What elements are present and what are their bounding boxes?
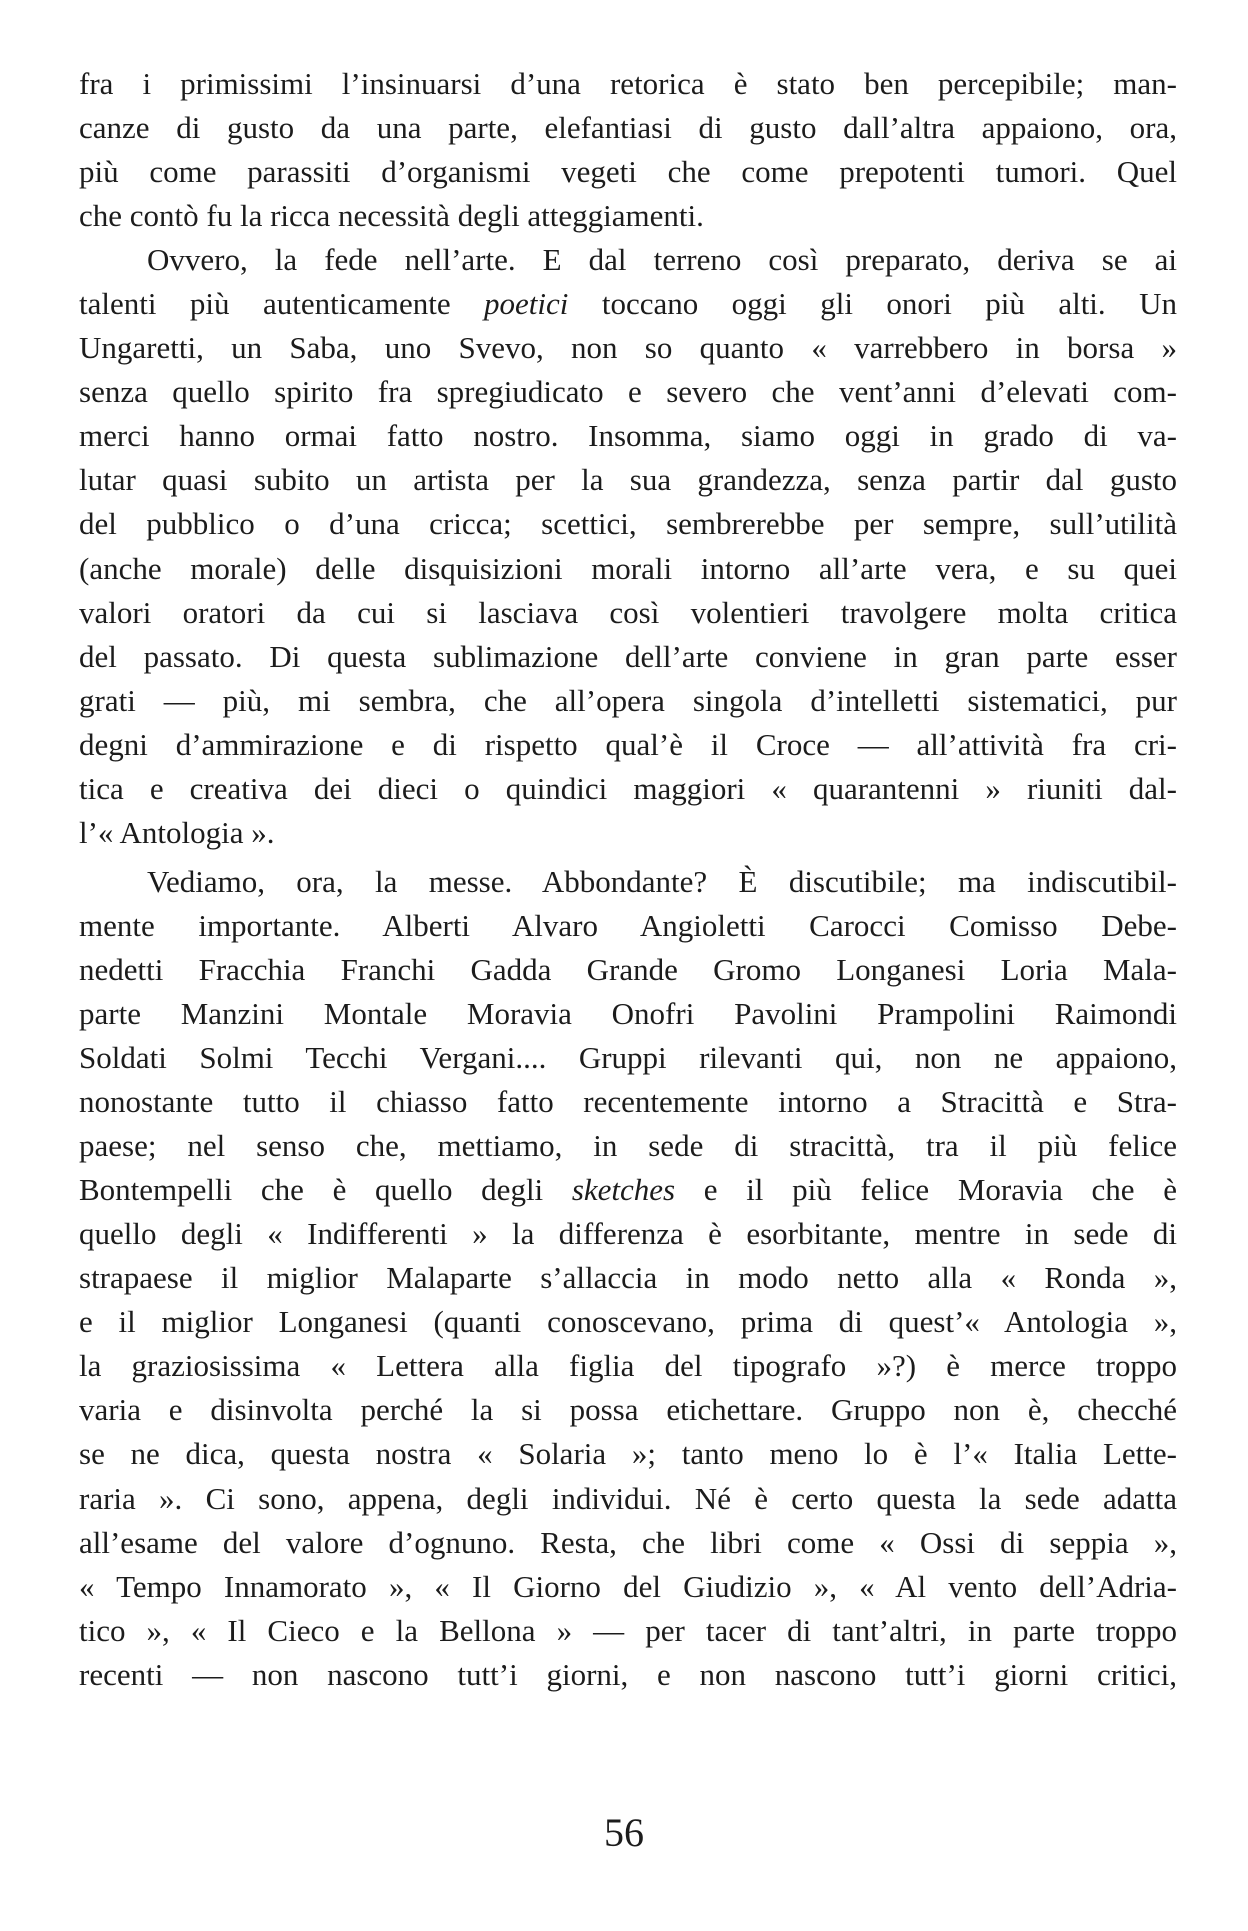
text-line: nedetti Fracchia Franchi Gadda Grande Gromo Longanesi Loria Mala-: [79, 951, 1177, 987]
text-line: recenti — non nascono tutt’i giorni, e non nascono tutt’i giorni critici,: [79, 1656, 1177, 1692]
text-line: lutar quasi subito un artista per la sua grandezza, senza partir dal gusto: [79, 462, 1177, 498]
italic-word: sketches: [571, 1172, 676, 1208]
text-line: nonostante tutto il chiasso fatto recentemente intorno a Stracittà e Stra-: [79, 1084, 1177, 1120]
text-line: canze di gusto da una parte, elefantiasi di gusto dall’altra appaiono, ora,: [79, 110, 1177, 146]
text-line: senza quello spirito fra spregiudicato e severo che vent’anni d’elevati com-: [79, 374, 1177, 410]
text-line: più come parassiti d’organismi vegeti che come prepotenti tumori. Quel: [79, 154, 1177, 190]
text-line: tica e creativa dei dieci o quindici maggiori « quarantenni » riuniti dal-: [79, 770, 1177, 806]
page-body: [79, 62, 1177, 1697]
text-line: raria ». Ci sono, appena, degli individui. Né è certo questa la sede adatta: [79, 1480, 1177, 1516]
text-line: del passato. Di questa sublimazione dell’arte conviene in gran parte esser: [79, 638, 1177, 674]
text-line: la graziosissima « Lettera alla figlia del tipografo »?) è merce troppo: [79, 1348, 1177, 1384]
text-line: valori oratori da cui si lasciava così volentieri travolgere molta critica: [79, 594, 1177, 630]
text-line: « Tempo Innamorato », « Il Giorno del Giudizio », « Al vento dell’Adria-: [79, 1568, 1177, 1604]
text-line: Ungaretti, un Saba, uno Svevo, non so quanto « varrebbero in borsa »: [79, 330, 1177, 366]
text-line: grati — più, mi sembra, che all’opera singola d’intelletti sistematici, pur: [79, 682, 1177, 718]
text-line: del pubblico o d’una cricca; scettici, sembrerebbe per sempre, sull’utilità: [79, 506, 1177, 542]
text-line: se ne dica, questa nostra « Solaria »; tanto meno lo è l’« Italia Lette-: [79, 1436, 1177, 1472]
text-line: talenti più autenticamente poetici toccano oggi gli onori più alti. Un: [79, 286, 1177, 322]
text-line: (anche morale) delle disquisizioni morali intorno all’arte vera, e su quei: [79, 550, 1177, 586]
text-line: tico », « Il Cieco e la Bellona » — per tacer di tant’altri, in parte troppo: [79, 1612, 1177, 1648]
text-line: paese; nel senso che, mettiamo, in sede di stracittà, tra il più felice: [79, 1128, 1177, 1164]
text-line: strapaese il miglior Malaparte s’allaccia in modo netto alla « Ronda »,: [79, 1260, 1177, 1296]
text-line: parte Manzini Montale Moravia Onofri Pavolini Prampolini Raimondi: [79, 995, 1177, 1031]
text-line: varia e disinvolta perché la si possa etichettare. Gruppo non è, checché: [79, 1392, 1177, 1428]
text-line: quello degli « Indifferenti » la differenza è esorbitante, mentre in sede di: [79, 1216, 1177, 1252]
text-line: e il miglior Longanesi (quanti conoscevano, prima di quest’« Antologia »,: [79, 1304, 1177, 1340]
text-line: merci hanno ormai fatto nostro. Insomma, siamo oggi in grado di va-: [79, 418, 1177, 454]
text-line: fra i primissimi l’insinuarsi d’una retorica è stato ben percepibile; man-: [79, 66, 1177, 101]
paragraph-last-line: l’« Antologia ».: [79, 814, 275, 850]
italic-word: poetici: [484, 286, 569, 322]
paragraph-first-line: Ovvero, la fede nell’arte. E dal terreno così preparato, deriva se ai: [147, 242, 1177, 278]
page-number: 56: [604, 1810, 644, 1855]
text-line: Bontempelli che è quello degli sketches e il più felice Moravia che è: [79, 1172, 1177, 1208]
text-line: degni d’ammirazione e di rispetto qual’è il Croce — all’attività fra cri-: [79, 726, 1177, 762]
paragraph-last-line: che contò fu la ricca necessità degli atteggiamenti.: [79, 198, 704, 234]
paragraph-first-line: Vediamo, ora, la messe. Abbondante? È discutibile; ma indiscutibil-: [147, 863, 1177, 899]
text-line: Soldati Solmi Tecchi Vergani.... Gruppi rilevanti qui, non ne appaiono,: [79, 1040, 1177, 1076]
text-line: all’esame del valore d’ognuno. Resta, che libri come « Ossi di seppia »,: [79, 1524, 1177, 1560]
text-line: mente importante. Alberti Alvaro Angioletti Carocci Comisso Debe-: [79, 907, 1177, 943]
